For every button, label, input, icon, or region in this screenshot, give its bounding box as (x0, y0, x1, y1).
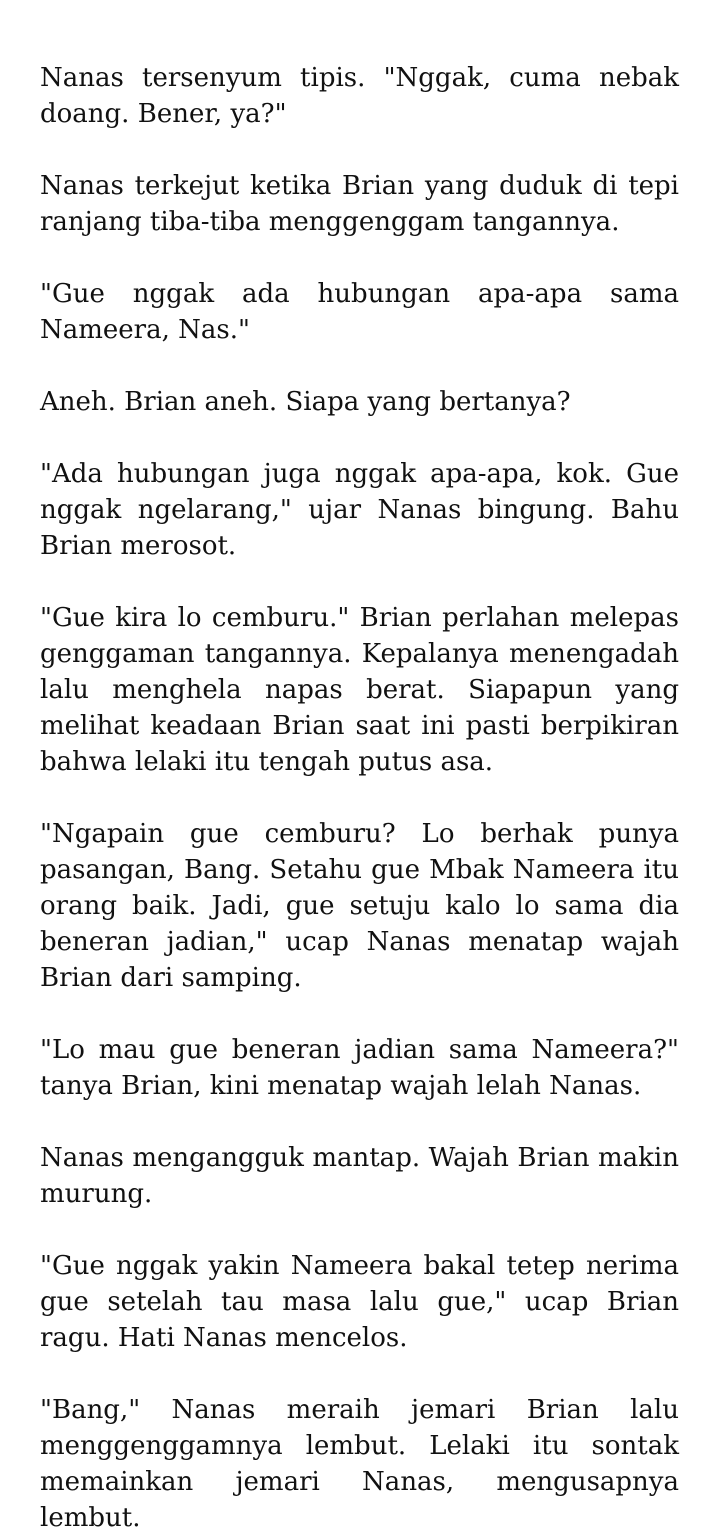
paragraph: "Gue nggak yakin Nameera bakal tetep nerima gue setelah tau masa lalu gue," ucap Brian ragu. Hati Nanas mencelos. (40, 1251, 679, 1353)
paragraph: Aneh. Brian aneh. Siapa yang bertanya? (40, 387, 571, 417)
paragraph: "Ada hubungan juga nggak apa-apa, kok. Gue nggak ngelarang," ujar Nanas bingung. Bahu Brian merosot. (40, 459, 679, 561)
paragraph: "Lo mau gue beneran jadian sama Nameera?" tanya Brian, kini menatap wajah lelah Nanas. (40, 1035, 679, 1101)
paragraph: Nanas tersenyum tipis. "Nggak, cuma nebak doang. Bener, ya?" (40, 63, 679, 129)
paragraph: "Gue kira lo cemburu." Brian perlahan melepas genggaman tangannya. Kepalanya menengadah lalu menghela napas berat. Siapapun yang melihat keadaan Brian saat ini pasti berpikiran bahwa lelaki itu tengah putus asa. (40, 603, 679, 777)
paragraph: Nanas mengangguk mantap. Wajah Brian makin murung. (40, 1143, 679, 1209)
paragraph: "Ngapain gue cemburu? Lo berhak punya pasangan, Bang. Setahu gue Mbak Nameera itu orang baik. Jadi, gue setuju kalo lo sama dia beneran jadian," ucap Nanas menatap wajah Brian dari samping. (40, 819, 679, 993)
paragraph: "Bang," Nanas meraih jemari Brian lalu menggenggamnya lembut. Lelaki itu sontak memainkan jemari Nanas, mengusapnya lembut. (40, 1395, 679, 1533)
paragraph: Nanas terkejut ketika Brian yang duduk di tepi ranjang tiba-tiba menggenggam tangannya. (40, 171, 679, 237)
paragraph: "Gue nggak ada hubungan apa-apa sama Nameera, Nas." (40, 279, 679, 345)
document-page (40, 60, 679, 1536)
